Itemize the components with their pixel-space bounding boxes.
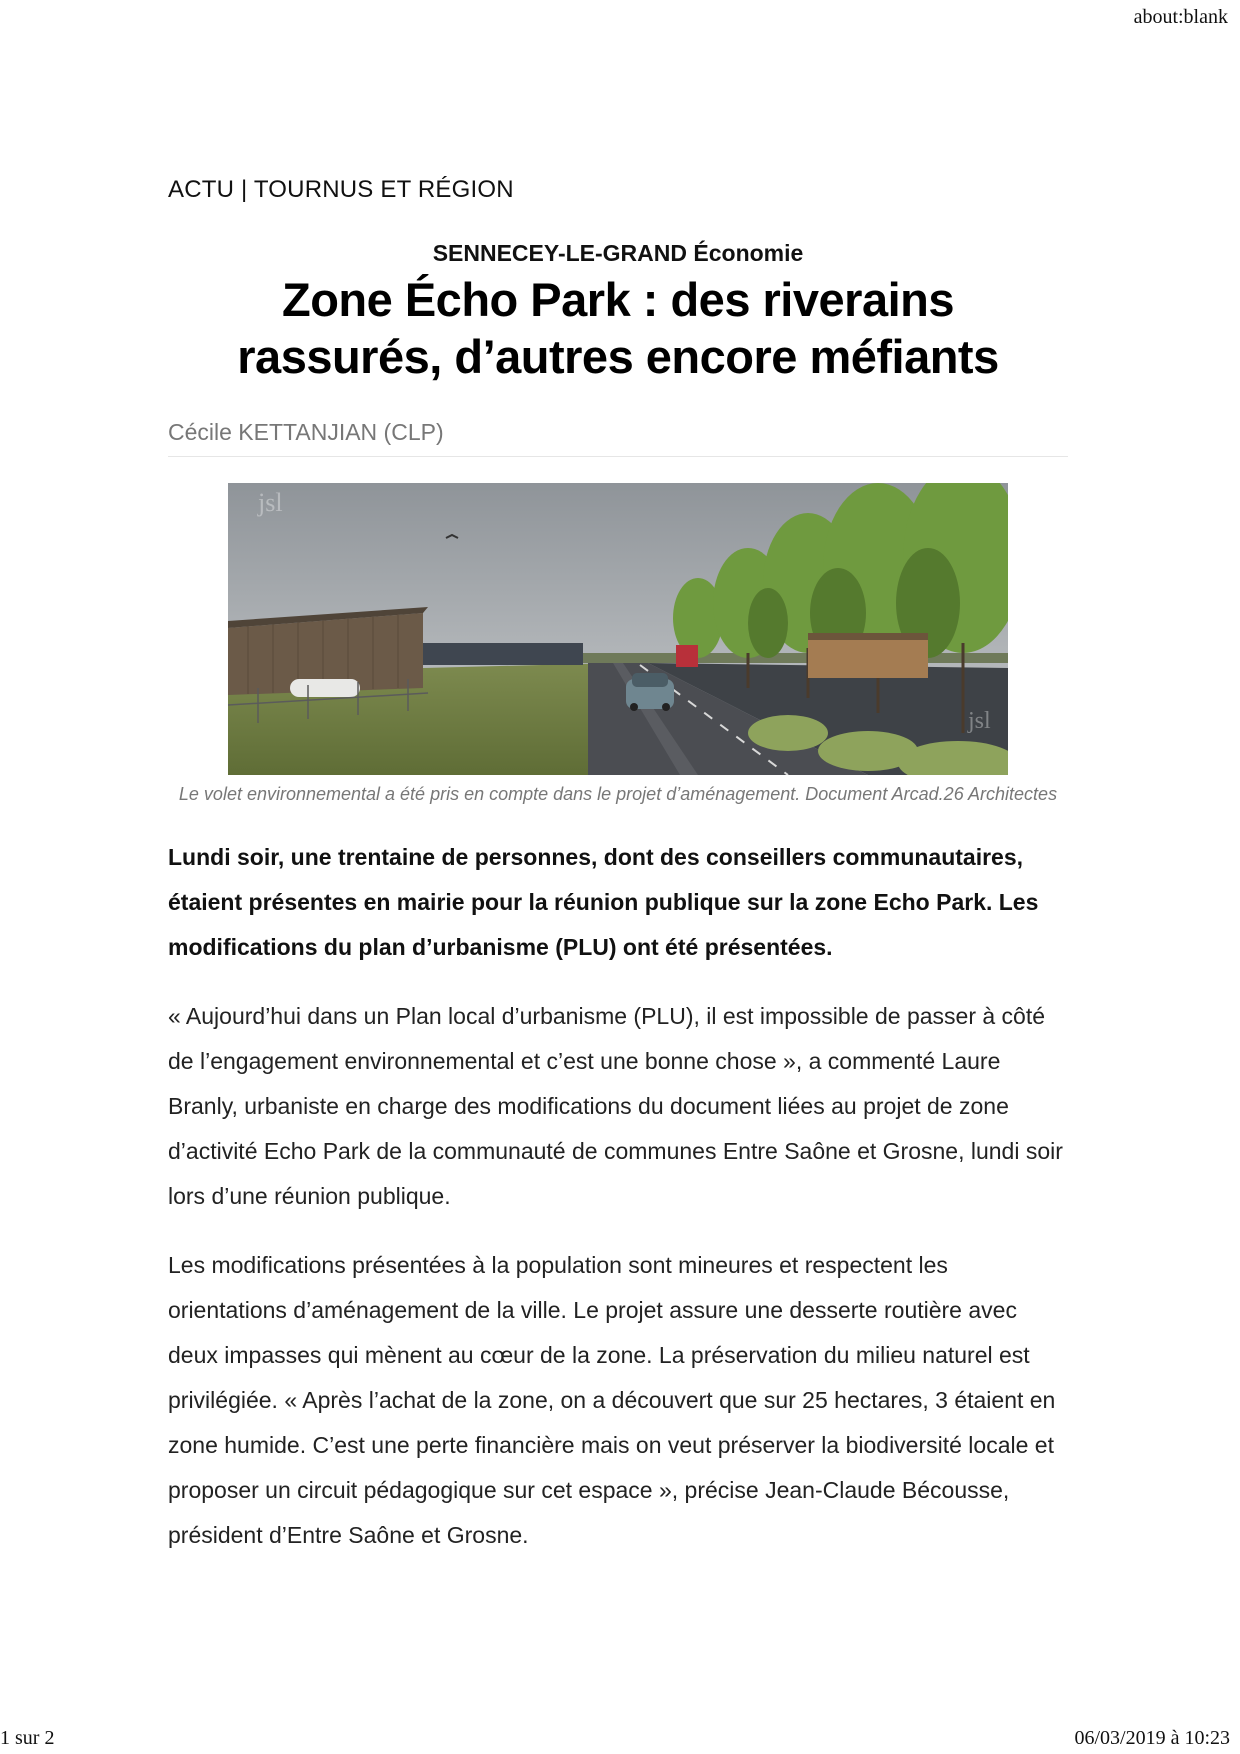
headline-line-2: rassurés, d’autres encore méfiants: [237, 330, 999, 383]
photo-watermark-bottom: jsl: [968, 708, 991, 734]
kicker-topic: Économie: [693, 240, 804, 266]
print-timestamp: 06/03/2019 à 10:23: [1074, 1727, 1230, 1749]
kicker-place: SENNECEY-LE-GRAND: [432, 240, 687, 266]
headline: [168, 271, 1068, 385]
byline: Cécile KETTANJIAN (CLP): [168, 419, 1068, 457]
article-photo: [228, 483, 1008, 775]
article-paragraph-2: Les modifications présentées à la population sont mineures et respectent les orientations d’aménagement de la ville. Le projet assure une desserte routière avec deux impasses qui mènent au cœur de la zone. La préservation du milieu naturel est privilégiée. « Après l’achat de la zone, on a découvert que sur 25 hectares, 3 étaient en zone humide. C’est une perte financière mais on veut préserver la biodiversité locale et proposer un circuit pédagogique sur cet espace », précise Jean-Claude Bécousse, président d’Entre Saône et Grosne.: [168, 1252, 1056, 1548]
section-label[interactable]: ACTU | TOURNUS ET RÉGION: [168, 176, 514, 203]
article-figure: [168, 483, 1068, 805]
print-page-counter: 1 sur 2: [0, 1727, 55, 1749]
photo-caption: Le volet environnemental a été pris en compte dans le projet d’aménagement. Document Arcad.26 Architectes: [178, 784, 1058, 804]
article: [168, 176, 1068, 1581]
print-header-url: about:blank: [1133, 6, 1228, 28]
kicker: [168, 240, 1068, 267]
photo-watermark-top: jsl: [258, 488, 283, 517]
headline-line-1: Zone Écho Park : des riverains: [282, 273, 954, 326]
article-lead: Lundi soir, une trentaine de personnes, dont des conseillers communautaires, étaient présentes en mairie pour la réunion publique sur la zone Echo Park. Les modifications du plan d’urbanisme (PLU) ont été présentées.: [168, 844, 1039, 960]
article-paragraph-1: « Aujourd’hui dans un Plan local d’urbanisme (PLU), il est impossible de passer à côté de l’engagement environnemental et c’est une bonne chose », a commenté Laure Branly, urbaniste en charge des modifications du document liées au projet de zone d’activité Echo Park de la communauté de communes Entre Saône et Grosne, lundi soir lors d’une réunion publique.: [168, 1003, 1063, 1209]
